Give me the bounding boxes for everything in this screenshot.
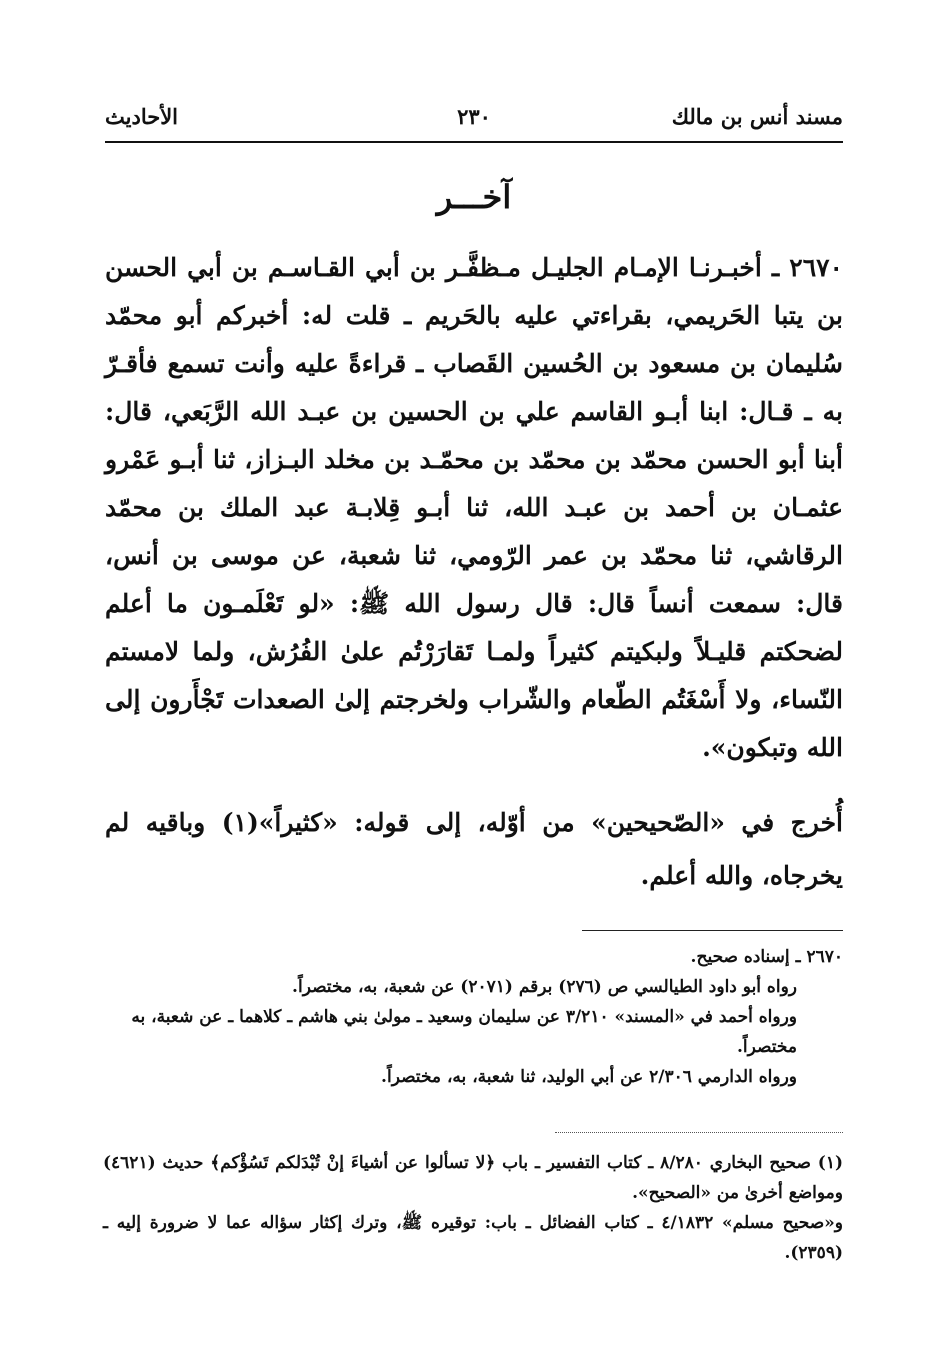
header-rule [105,141,843,143]
hadith-text: ـ أخبـرنـا الإمـام الجليـل مـظفَّـر بن أبي القـاسـم بن أبي الحسن بن يتبا الحَريمي، بقراءتي عليه بالحَريم ـ قلت له: أخبركم أبو محمّد سُليمان بن مسعود بن الحُسين القَصاب ـ قراءةً عليه وأنت تسمع فأقـرّ به ـ قـال: ابنا أبـو القاسم علي بن الحسين بن عبـد الله الرَّبَعي، قال: أبنا أبو الحسن محمّد بن محمّد بن محمّـد بن مخلد البـزاز، ثنا أبـو عَمْرو عثمـان بن أحمد بن عبـد الله، ثنا أبـو قِلابـة عبد الملك بن محمّد الرقاشي، ثنا محمّد بن عمر الرّومي، ثنا شعبة، عن موسى بن أنس، قال: سمعت أنساً قال: قال رسول الله ﷺ: «لو تَعْلَمـون ما أعلم لضحكتم قليـلاً ولبكيتم كثيراً ولمـا تَقارَرْتُم علىٰ الفُرُش، ولما لامستم النّساء، ولا أَسْغَتُم الطّعام والشّراب ولخرجتم إلىٰ الصعدات تَجْأَرون إلى الله وتبكون». [105,253,843,762]
notes-separator [582,930,843,931]
footnotes-separator [555,1132,843,1133]
isnad-note: ورواه أحمد في «المسند» ٣/٢١٠ عن سليمان وسعيد ـ مولىٰ بني هاشم ـ كلاهما ـ عن شعبة، به مختصراً. [131,1007,797,1057]
hadith-number: ٢٦٧٠ [789,253,843,282]
isnad-note-heading: ٢٦٧٠ ـ إسناده صحيح. [690,947,843,967]
footnotes [103,1148,843,1268]
isnad-note: ورواه الدارمي ٢/٣٠٦ عن أبي الوليد، ثنا شعبة، به، مختصراً. [381,1067,797,1087]
section-label: الأحاديث [105,104,179,129]
takhrij-paragraph: أُخرج في «الصّحيحين» من أوّله، إلى قوله: «كثيراً»(١) وباقيه لم يخرجاه، والله أعلم. [105,808,843,890]
running-header [105,100,843,136]
hadith-paragraph [105,244,843,772]
footnote: و«صحيح مسلم» ٤/١٨٣٢ ـ كتاب الفضائل ـ باب: توقيره ﷺ، وترك إكثار سؤاله عما لا ضرورة إليه ـ (٢٣٥٩). [103,1213,843,1263]
isnad-note: رواه أبو داود الطيالسي ص (٢٧٦) برقم (٢٠٧١) عن شعبة، به، مختصراً. [292,977,797,997]
isnad-notes [98,942,843,1092]
book-title: مسند أنس بن مالك [671,104,843,129]
page-number: ٢٣٠ [457,104,491,129]
section-title: آخـــر [436,178,512,216]
footnote: (١) صحيح البخاري ٨/٢٨٠ ـ كتاب التفسير ـ باب ﴿لا تسألوا عن أشياءَ إنْ تُبْدَلكم تَسُؤْكم﴾ حديث (٤٦٢١) ومواضع أخرىٰ من «الصحيح». [103,1153,844,1203]
